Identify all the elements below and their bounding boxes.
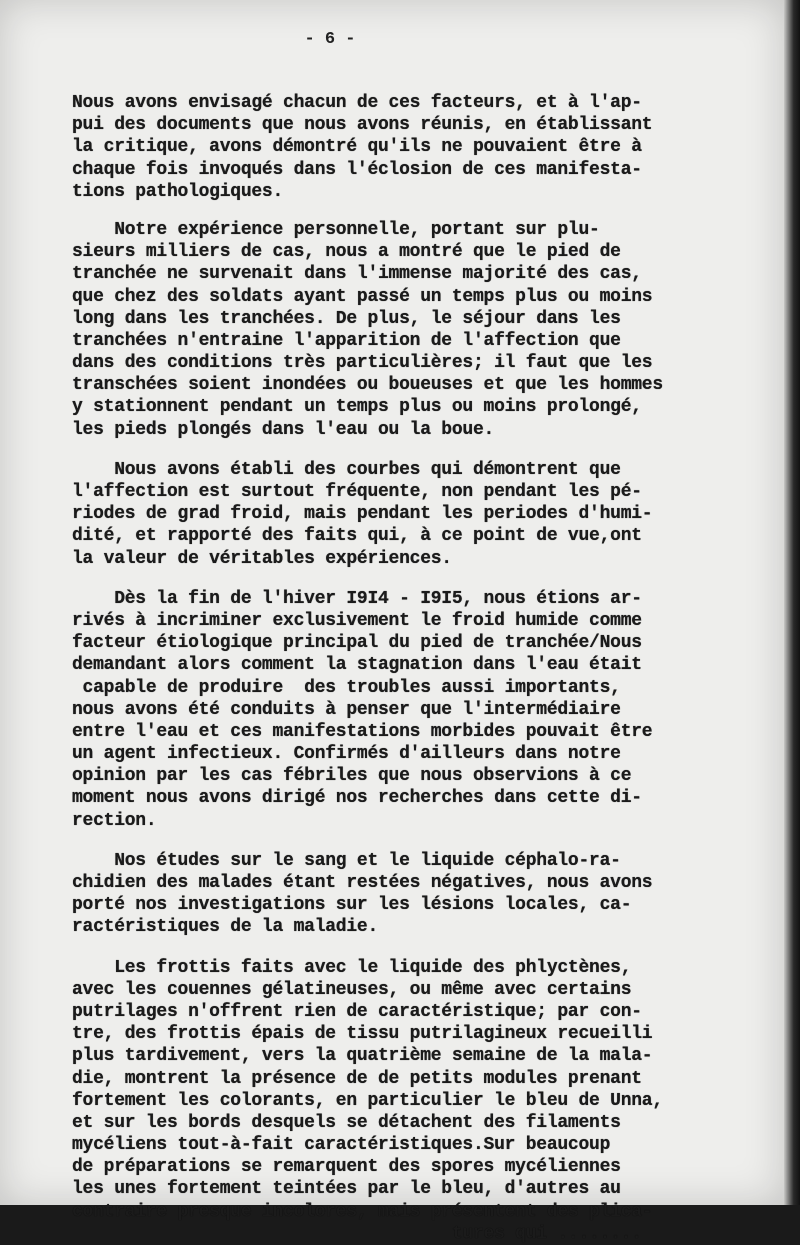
- text-line: chidien des malades étant restées négatives, nous avons: [72, 873, 653, 893]
- text-line: pui des documents que nous avons réunis, en établissant: [72, 115, 653, 136]
- text-line: ractéristiques de la maladie.: [72, 917, 379, 938]
- text-line: la valeur de véritables expériences.: [72, 548, 452, 569]
- text-line: putrilages n'offrent rien de caractéristique; par con-: [72, 1001, 642, 1022]
- text-line: demandant alors comment la stagnation dans l'eau était: [72, 655, 642, 676]
- text-line: Nous avons envisagé chacun de ces facteurs, et à l'ap-: [72, 93, 642, 113]
- text-line: de préparations se remarquent des spores mycéliennes: [72, 1157, 621, 1178]
- page-number: - 6 -: [304, 30, 356, 49]
- text-line: que chez des soldats ayant passé un temps plus ou moins: [72, 286, 653, 307]
- text-line: facteur étiologique principal du pied de tranchée/Nous: [72, 633, 642, 654]
- text-line: la critique, avons démontré qu'ils ne pouvaient être à: [72, 137, 642, 158]
- text-line: entre l'eau et ces manifestations morbides pouvait être: [72, 721, 653, 742]
- text-line: rivés à incriminer exclusivement le froid humide comme: [72, 610, 642, 631]
- text-line: tranchée ne survenait dans l'immense majorité des cas,: [72, 264, 642, 285]
- text-line: Les frottis faits avec le liquide des phlyctènes,: [72, 957, 632, 978]
- text-line: chaque fois invoqués dans l'éclosion de ces manifesta-: [72, 159, 642, 180]
- text-line: avec les couennes gélatineuses, ou même avec certains: [72, 979, 632, 1000]
- text-line: l'affection est surtout fréquente, non pendant les pé-: [72, 482, 642, 502]
- text-line: sieurs milliers de cas, nous a montré que le pied de: [72, 242, 621, 263]
- paragraph-5: [72, 850, 762, 939]
- text-line: les pieds plongés dans l'eau ou la boue.: [72, 419, 495, 440]
- text-line: rection.: [72, 810, 157, 831]
- text-line: Nos études sur le sang et le liquide céphalo-ra-: [72, 850, 621, 871]
- text-line: un agent infectieux. Confirmés d'ailleurs dans notre: [72, 744, 621, 765]
- paragraph-1: [72, 92, 762, 203]
- text-line: nous avons été conduits à penser que l'intermédiaire: [72, 699, 621, 720]
- text-line: tures qui ........: [72, 1223, 642, 1244]
- text-line: les unes fortement teintées par le bleu, d'autres au: [72, 1179, 621, 1200]
- text-line: et sur les bords desquels se détachent des filaments: [72, 1112, 621, 1133]
- text-line: tre, des frottis épais de tissu putrilagineux recueilli: [72, 1024, 653, 1045]
- text-line: contraire presque incolores, mais présentent des plica-: [72, 1201, 653, 1222]
- text-line: capable de produire des troubles aussi importants,: [72, 677, 621, 698]
- text-line: Dès la fin de l'hiver I9I4 - I9I5, nous étions ar-: [72, 588, 642, 609]
- body-text: [72, 92, 762, 1245]
- text-line: plus tardivement, vers la quatrième semaine de la mala-: [72, 1046, 653, 1067]
- text-line: transchées soient inondées ou boueuses et que les hommes: [72, 375, 663, 396]
- text-line: tions pathologiques.: [72, 181, 284, 202]
- text-line: Notre expérience personnelle, portant sur plu-: [72, 219, 600, 240]
- text-line: riodes de grad froid, mais pendant les periodes d'humi-: [72, 504, 653, 525]
- paragraph-4: [72, 588, 762, 832]
- paragraph-6: [72, 957, 762, 1245]
- text-line: y stationnent pendant un temps plus ou moins prolongé,: [72, 397, 642, 418]
- text-line: long dans les tranchées. De plus, le séjour dans les: [72, 308, 621, 329]
- text-line: moment nous avons dirigé nos recherches dans cette di-: [72, 788, 642, 809]
- text-line: mycéliens tout-à-fait caractéristiques.Sur beaucoup: [72, 1135, 611, 1156]
- text-line: Nous avons établi des courbes qui démontrent que: [72, 459, 621, 480]
- text-line: fortement les colorants, en particulier le bleu de Unna,: [72, 1090, 663, 1111]
- page-edge-shadow: [784, 0, 800, 1205]
- text-line: porté nos investigations sur les lésions locales, ca-: [72, 895, 632, 916]
- paragraph-2: [72, 219, 762, 441]
- text-line: die, montrent la présence de de petits modules prenant: [72, 1068, 642, 1089]
- text-line: tranchées n'entraine l'apparition de l'affection que: [72, 330, 621, 351]
- text-line: dité, et rapporté des faits qui, à ce point de vue,ont: [72, 526, 642, 547]
- paragraph-3: [72, 459, 762, 570]
- text-line: dans des conditions très particulières; il faut que les: [72, 353, 653, 374]
- text-line: opinion par les cas fébriles que nous observions à ce: [72, 766, 632, 787]
